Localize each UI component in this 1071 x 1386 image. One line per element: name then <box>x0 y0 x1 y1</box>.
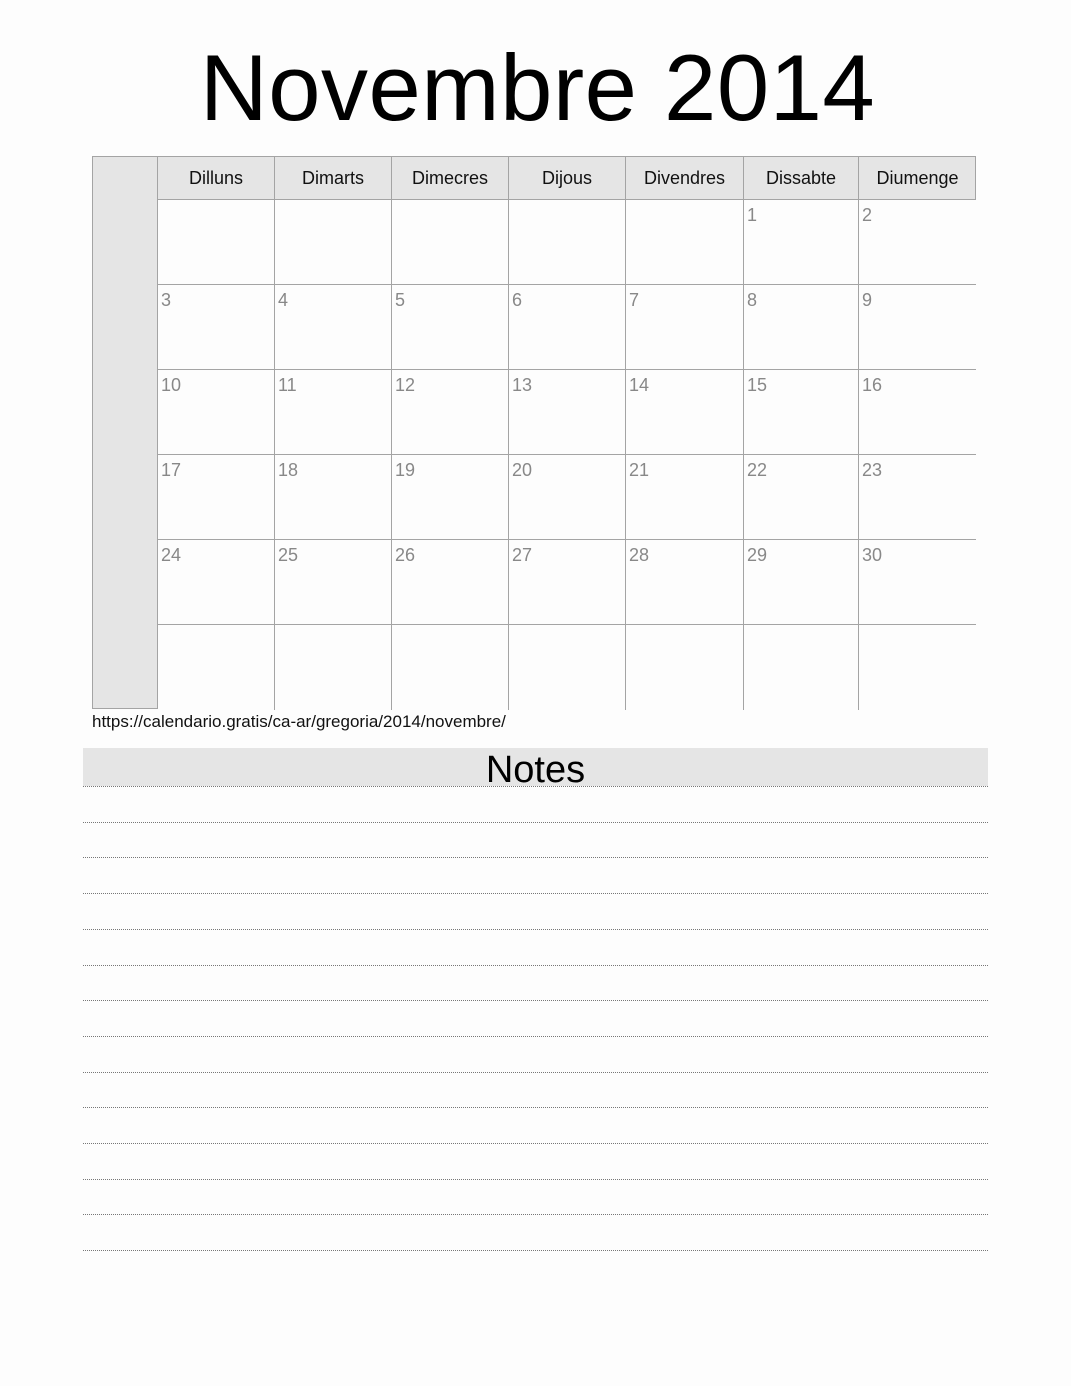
source-url[interactable]: https://calendario.gratis/ca-ar/gregoria/2014/novembre/ <box>92 712 506 731</box>
day-cell[interactable] <box>158 285 275 370</box>
day-number: 13 <box>512 375 533 395</box>
note-line[interactable] <box>83 1072 988 1073</box>
day-cell[interactable] <box>859 540 976 625</box>
day-cell[interactable] <box>392 455 509 540</box>
note-line[interactable] <box>83 1143 988 1144</box>
day-cell[interactable] <box>509 370 626 455</box>
day-number: 16 <box>862 375 883 395</box>
day-cell[interactable] <box>158 625 275 710</box>
day-number: 5 <box>395 290 406 310</box>
weekday-header: Dijous <box>509 157 626 199</box>
day-cell[interactable] <box>275 370 392 455</box>
day-number: 20 <box>512 460 533 480</box>
note-line[interactable] <box>83 857 988 858</box>
day-cell[interactable] <box>509 540 626 625</box>
note-line[interactable] <box>83 1250 988 1251</box>
day-cell[interactable] <box>859 200 976 285</box>
day-number: 22 <box>747 460 768 480</box>
day-cell[interactable] <box>158 200 275 285</box>
note-line[interactable] <box>83 786 988 787</box>
day-cell[interactable] <box>626 540 744 625</box>
day-number: 25 <box>278 545 299 565</box>
note-line[interactable] <box>83 893 988 894</box>
day-cell[interactable] <box>158 455 275 540</box>
day-cell[interactable] <box>392 200 509 285</box>
day-cell[interactable] <box>744 625 859 710</box>
note-line[interactable] <box>83 965 988 966</box>
weekday-header: Diumenge <box>876 168 959 188</box>
day-number: 30 <box>862 545 883 565</box>
day-cell[interactable] <box>626 285 744 370</box>
day-number: 19 <box>395 460 416 480</box>
note-line[interactable] <box>83 1000 988 1001</box>
day-cell[interactable] <box>859 285 976 370</box>
day-cell[interactable] <box>744 200 859 285</box>
calendar-grid <box>92 156 976 709</box>
day-number: 21 <box>629 460 650 480</box>
day-number: 26 <box>395 545 416 565</box>
day-cell[interactable] <box>392 370 509 455</box>
day-number: 7 <box>629 290 640 310</box>
day-cell[interactable] <box>744 455 859 540</box>
day-cell[interactable] <box>275 200 392 285</box>
weekday-header: Dimecres <box>392 157 509 199</box>
day-cell[interactable] <box>275 455 392 540</box>
day-number: 12 <box>395 375 416 395</box>
day-number: 11 <box>278 375 297 395</box>
note-line[interactable] <box>83 1107 988 1108</box>
day-cell[interactable] <box>275 285 392 370</box>
day-number: 29 <box>747 545 768 565</box>
day-cell[interactable] <box>626 455 744 540</box>
day-number: 10 <box>161 375 182 395</box>
day-number: 27 <box>512 545 533 565</box>
note-line[interactable] <box>83 1036 988 1037</box>
page-title: Novembre 2014 <box>199 35 876 140</box>
day-number: 28 <box>629 545 650 565</box>
day-cell[interactable] <box>859 625 976 710</box>
day-cell[interactable] <box>859 455 976 540</box>
weekday-header: Dissabte <box>744 157 859 199</box>
day-cell[interactable] <box>626 200 744 285</box>
day-cell[interactable] <box>509 200 626 285</box>
day-cell[interactable] <box>509 625 626 710</box>
day-number: 1 <box>747 205 758 225</box>
day-number: 8 <box>747 290 758 310</box>
note-line[interactable] <box>83 1214 988 1215</box>
day-number: 15 <box>747 375 768 395</box>
week-number-column <box>93 157 158 708</box>
day-cell[interactable] <box>744 540 859 625</box>
weekday-header: Dilluns <box>158 157 275 199</box>
weekday-header: Dimarts <box>275 157 392 199</box>
day-cell[interactable] <box>275 625 392 710</box>
day-cell[interactable] <box>626 370 744 455</box>
day-number: 17 <box>161 460 182 480</box>
day-number: 18 <box>278 460 299 480</box>
note-line[interactable] <box>83 1179 988 1180</box>
day-number: 4 <box>278 290 289 310</box>
day-number: 24 <box>161 545 182 565</box>
day-number: 23 <box>862 460 883 480</box>
day-cell[interactable] <box>158 370 275 455</box>
day-cell[interactable] <box>859 370 976 455</box>
day-cell[interactable] <box>744 285 859 370</box>
day-cell[interactable] <box>744 370 859 455</box>
day-number: 3 <box>161 290 172 310</box>
day-number: 14 <box>629 375 650 395</box>
weekday-header: Divendres <box>626 157 744 199</box>
day-number: 6 <box>512 290 523 310</box>
day-cell[interactable] <box>392 285 509 370</box>
day-cell[interactable] <box>158 540 275 625</box>
note-line[interactable] <box>83 822 988 823</box>
day-cell[interactable] <box>509 285 626 370</box>
weekday-header-row <box>158 157 975 200</box>
note-line[interactable] <box>83 929 988 930</box>
day-cell[interactable] <box>392 540 509 625</box>
day-cell[interactable] <box>392 625 509 710</box>
day-number: 2 <box>862 205 873 225</box>
day-cell[interactable] <box>275 540 392 625</box>
notes-title: Notes <box>83 748 988 786</box>
day-number: 9 <box>862 290 873 310</box>
day-cell[interactable] <box>626 625 744 710</box>
day-cell[interactable] <box>509 455 626 540</box>
